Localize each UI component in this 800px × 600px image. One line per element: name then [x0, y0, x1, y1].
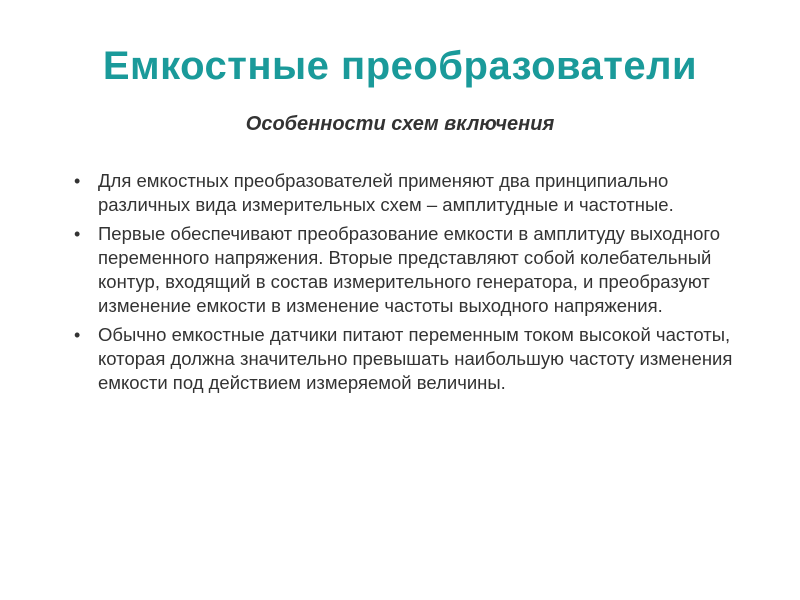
bullet-item	[72, 323, 752, 395]
bullet-text: Первые обеспечивают преобразование емкости в амплитуду выходного переменного напряжения. Вторые представляют собой колебательный контур, входящий в состав измерительного генератора, и преобразуют изменение емкости в изменение частоты выходного напряжения.	[98, 223, 720, 316]
bullet-marker: •	[74, 325, 81, 345]
slide-subtitle: Особенности схем включения	[245, 113, 555, 135]
slide-title: Емкостные преобразователи	[102, 44, 698, 88]
bullet-text: Для емкостных преобразователей применяют два принципиально различных вида измерительных схем – амплитудные и частотные.	[98, 170, 674, 215]
bullet-marker: •	[74, 171, 81, 191]
bullet-item	[72, 169, 752, 217]
bullet-list	[72, 169, 752, 400]
bullet-item	[72, 222, 752, 318]
bullet-text: Обычно емкостные датчики питают переменным током высокой частоты, которая должна значительно превышать наибольшую частоту изменения емкости под действием измеряемой величины.	[98, 324, 733, 393]
bullet-marker: •	[74, 224, 81, 244]
